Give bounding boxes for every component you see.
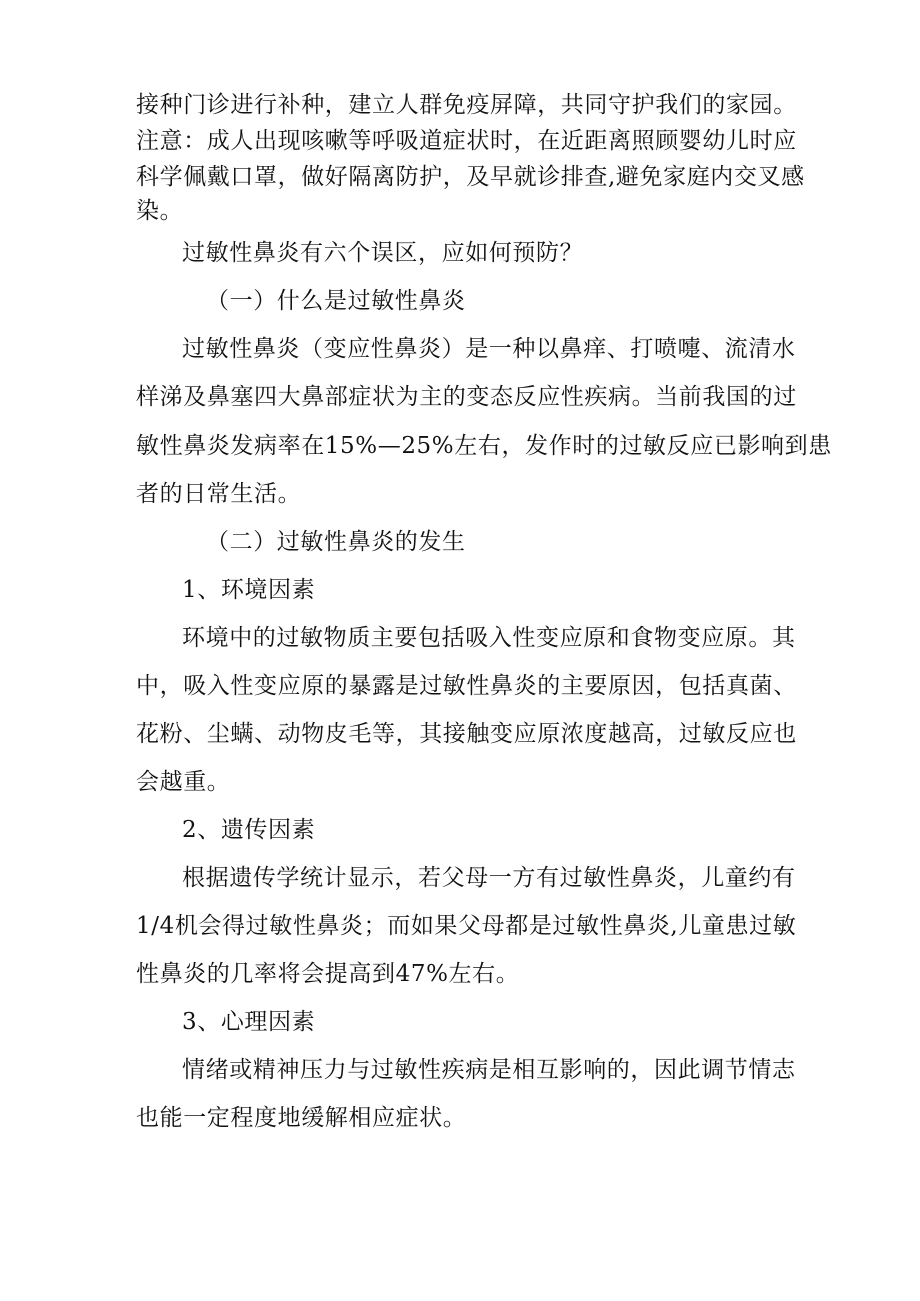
factor1-line-3: 花粉、尘螨、动物皮毛等，其接触变应原浓度越高，过敏反应也 [136,721,797,747]
factor3-line-1: 情绪或精神压力与过敏性疾病是相互影响的，因此调节情志 [182,1057,796,1083]
factor3-title: 3、心理因素 [182,1009,316,1035]
factor1-line-1: 环境中的过敏物质主要包括吸入性变应原和食物变应原。其 [182,625,796,651]
section1-line-2: 样涕及鼻塞四大鼻部症状为主的变态反应性疾病。当前我国的过 [136,384,797,410]
factor1-line-2: 中，吸入性变应原的暴露是过敏性鼻炎的主要原因，包括真菌、 [136,673,797,699]
factor2-title: 2、遗传因素 [182,817,316,843]
section2-heading: （二）过敏性鼻炎的发生 [206,529,466,555]
section1-line-3: 敏性鼻炎发病率在15%—25%左右，发作时的过敏反应已影响到患 [136,433,832,459]
factor3-line-2: 也能一定程度地缓解相应症状。 [136,1105,467,1131]
section1-line-4: 者的日常生活。 [136,481,302,507]
intro-line-1: 接种门诊进行补种，建立人群免疫屏障，共同守护我们的家园。 [136,92,797,118]
intro-line-4: 染。 [136,198,184,224]
section1-heading: （一）什么是过敏性鼻炎 [206,288,466,314]
section1-line-1: 过敏性鼻炎（变应性鼻炎）是一种以鼻痒、打喷嚏、流清水 [182,336,796,362]
intro-line-2: 注意：成人出现咳嗽等呼吸道症状时，在近距离照顾婴幼儿时应 [136,128,797,154]
factor2-line-2: 1/4机会得过敏性鼻炎；而如果父母都是过敏性鼻炎,儿童患过敏 [136,913,797,939]
factor2-line-1: 根据遗传学统计显示，若父母一方有过敏性鼻炎，儿童约有 [182,865,796,891]
factor2-line-3: 性鼻炎的几率将会提高到47%左右。 [136,961,520,987]
intro-line-3: 科学佩戴口罩，做好隔离防护，及早就诊排查,避免家庭内交叉感 [136,164,805,190]
article-title: 过敏性鼻炎有六个误区，应如何预防？ [182,240,584,266]
factor1-line-4: 会越重。 [136,769,231,795]
factor1-title: 1、环境因素 [182,577,316,603]
